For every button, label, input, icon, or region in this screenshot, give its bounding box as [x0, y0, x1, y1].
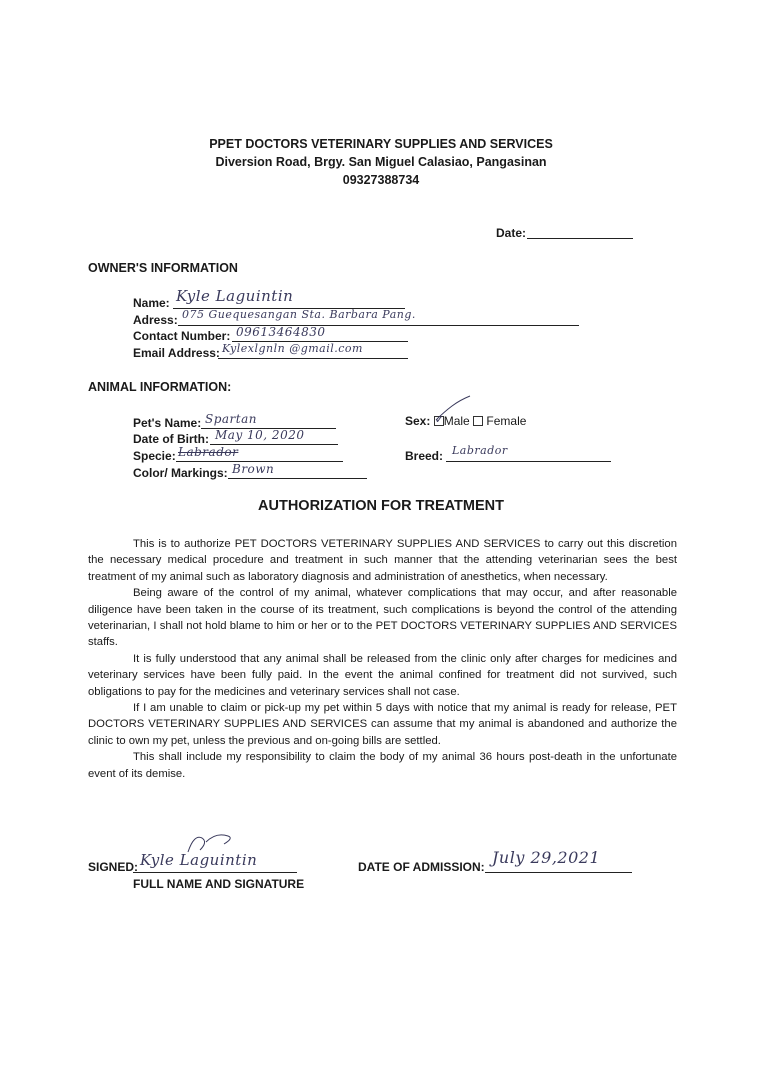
signature-value: Kyle Laguintin [140, 851, 258, 869]
breed-field[interactable] [446, 461, 611, 462]
specie-label: Specie: [133, 449, 176, 463]
check-icon: ✓ [434, 414, 444, 426]
paragraph: This shall include my responsibility to claim the body of my animal 36 hours post-death in the unfortunate event of its demise. [88, 751, 677, 780]
breed-value: Labrador [452, 444, 508, 457]
check-stroke-icon [434, 394, 474, 424]
pet-name-label: Pet's Name: [133, 416, 202, 430]
name-value: Kyle Laguintin [176, 287, 294, 305]
color-label: Color/ Markings: [133, 466, 228, 480]
paragraph: It is fully understood that any animal shall be released from the clinic only after charges for medicines and veterinary services have been fully paid. In the event the animal confined for treatment did not survived, such obligations to pay for the medicines and veterinary services shall not case. [88, 652, 677, 698]
business-address: Diversion Road, Brgy. San Miguel Calasiao, Pangasinan [215, 155, 547, 169]
date-label: Date: [496, 226, 527, 240]
sex-female-checkbox[interactable] [473, 416, 483, 426]
address-value: 075 Guequesangan Sta. Barbara Pang. [182, 308, 416, 321]
authorization-body [88, 536, 677, 782]
paragraph: If I am unable to claim or pick-up my pet within 5 days with notice that my animal is ready for release, PET DOCTORS VETERINARY SUPPLIES AND SERVICES can assume that my animal is abandoned and authorize the clinic to own my pet, unless the previous and on-going bills are settled. [88, 702, 677, 747]
signature-field[interactable] [133, 872, 297, 873]
sex-label: Sex: [405, 414, 431, 428]
email-label: Email Address: [133, 346, 220, 360]
admission-value: July 29,2021 [492, 848, 601, 867]
signed-label: SIGNED: [88, 860, 139, 874]
signature-flourish [180, 828, 240, 858]
name-label: Name: [133, 296, 170, 310]
signature-caption: FULL NAME AND SIGNATURE [133, 877, 305, 891]
authorization-title: AUTHORIZATION FOR TREATMENT [258, 498, 504, 514]
sex-male-label: Male [443, 414, 470, 428]
admission-field[interactable] [485, 872, 632, 873]
email-field[interactable] [218, 358, 408, 359]
business-name: PPET DOCTORS VETERINARY SUPPLIES AND SERVICES [209, 137, 553, 151]
admission-label: DATE OF ADMISSION: [358, 860, 485, 874]
owner-section-title: OWNER'S INFORMATION [88, 261, 238, 275]
business-phone: 09327388734 [342, 173, 420, 187]
specie-value: Labrador [178, 445, 239, 459]
address-label: Adress: [133, 313, 178, 327]
sex-female-label: Female [486, 414, 527, 428]
animal-section-title: ANIMAL INFORMATION: [88, 380, 232, 394]
contact-value: 09613464830 [236, 325, 326, 339]
breed-label: Breed: [405, 449, 444, 463]
paragraph: Being aware of the control of my animal, whatever complications that may occur, and after reasonable diligence have been taken in the course of its treatment, such complications is beyond the control of the attending veterinarian, I shall not hold blame to him or her or to the PET DOCTORS VETERINARY SUPPLIES AND SERVICES staffs. [88, 587, 677, 649]
color-value: Brown [232, 462, 275, 476]
email-value: Kylexlgnln @gmail.com [222, 342, 363, 355]
pet-name-value: Spartan [205, 412, 257, 426]
color-field[interactable] [228, 478, 367, 479]
date-field[interactable] [527, 238, 633, 239]
paragraph: This is to authorize PET DOCTORS VETERINARY SUPPLIES AND SERVICES to carry out this discretion the necessary medical procedure and treatment in such manner that the attending veterinarian sees the best treatment of my animal such as laboratory diagnosis and administration of anesthetics, when necessary. [88, 538, 677, 583]
dob-label: Date of Birth: [133, 432, 209, 446]
dob-value: May 10, 2020 [215, 428, 305, 442]
contact-label: Contact Number: [133, 329, 231, 343]
